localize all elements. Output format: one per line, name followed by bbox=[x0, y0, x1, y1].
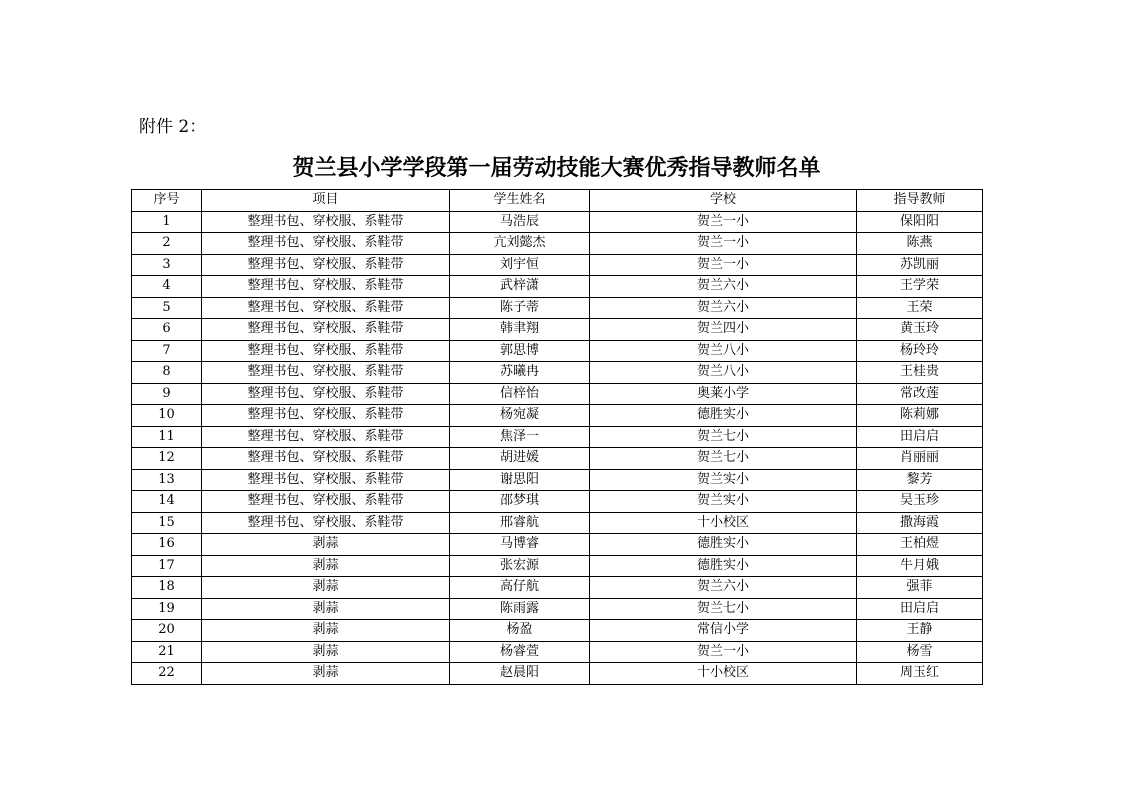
cell-student-name: 杨宛凝 bbox=[450, 405, 590, 427]
cell-project: 剥蒜 bbox=[202, 534, 450, 556]
cell-school: 贺兰一小 bbox=[590, 254, 857, 276]
cell-project: 剥蒜 bbox=[202, 620, 450, 642]
cell-project: 剥蒜 bbox=[202, 663, 450, 685]
table-row bbox=[132, 641, 983, 663]
cell-index: 18 bbox=[132, 577, 202, 599]
cell-index: 21 bbox=[132, 641, 202, 663]
cell-project: 整理书包、穿校服、系鞋带 bbox=[202, 491, 450, 513]
cell-project: 剥蒜 bbox=[202, 577, 450, 599]
cell-student-name: 信梓怡 bbox=[450, 383, 590, 405]
cell-index: 13 bbox=[132, 469, 202, 491]
cell-school: 贺兰七小 bbox=[590, 598, 857, 620]
cell-project: 剥蒜 bbox=[202, 555, 450, 577]
cell-project: 剥蒜 bbox=[202, 598, 450, 620]
cell-student-name: 苏曦冉 bbox=[450, 362, 590, 384]
cell-student-name: 陈子蒂 bbox=[450, 297, 590, 319]
cell-index: 20 bbox=[132, 620, 202, 642]
cell-student-name: 高仔航 bbox=[450, 577, 590, 599]
header-index: 序号 bbox=[132, 190, 202, 212]
cell-project: 整理书包、穿校服、系鞋带 bbox=[202, 211, 450, 233]
cell-index: 7 bbox=[132, 340, 202, 362]
header-project: 项目 bbox=[202, 190, 450, 212]
cell-index: 4 bbox=[132, 276, 202, 298]
cell-school: 奥莱小学 bbox=[590, 383, 857, 405]
cell-index: 17 bbox=[132, 555, 202, 577]
cell-student-name: 马浩辰 bbox=[450, 211, 590, 233]
cell-advisor: 黄玉玲 bbox=[857, 319, 983, 341]
table-row bbox=[132, 319, 983, 341]
cell-school: 贺兰六小 bbox=[590, 297, 857, 319]
table-row bbox=[132, 254, 983, 276]
cell-index: 15 bbox=[132, 512, 202, 534]
cell-project: 整理书包、穿校服、系鞋带 bbox=[202, 319, 450, 341]
cell-school: 贺兰四小 bbox=[590, 319, 857, 341]
cell-student-name: 陈雨露 bbox=[450, 598, 590, 620]
cell-student-name: 赵晨阳 bbox=[450, 663, 590, 685]
table-row bbox=[132, 620, 983, 642]
cell-student-name: 郭思博 bbox=[450, 340, 590, 362]
cell-project: 整理书包、穿校服、系鞋带 bbox=[202, 469, 450, 491]
cell-project: 整理书包、穿校服、系鞋带 bbox=[202, 405, 450, 427]
table-header-row bbox=[132, 190, 983, 212]
cell-index: 5 bbox=[132, 297, 202, 319]
cell-school: 贺兰七小 bbox=[590, 448, 857, 470]
cell-student-name: 武梓潇 bbox=[450, 276, 590, 298]
cell-advisor: 吴玉珍 bbox=[857, 491, 983, 513]
cell-student-name: 焦泽一 bbox=[450, 426, 590, 448]
cell-advisor: 陈燕 bbox=[857, 233, 983, 255]
table-row bbox=[132, 276, 983, 298]
table-row bbox=[132, 211, 983, 233]
cell-student-name: 韩聿翔 bbox=[450, 319, 590, 341]
cell-school: 十小校区 bbox=[590, 663, 857, 685]
table-row bbox=[132, 555, 983, 577]
cell-advisor: 牛月娥 bbox=[857, 555, 983, 577]
cell-advisor: 保阳阳 bbox=[857, 211, 983, 233]
cell-student-name: 亢刘懿杰 bbox=[450, 233, 590, 255]
table-row bbox=[132, 469, 983, 491]
cell-project: 整理书包、穿校服、系鞋带 bbox=[202, 426, 450, 448]
cell-advisor: 黎芳 bbox=[857, 469, 983, 491]
cell-school: 十小校区 bbox=[590, 512, 857, 534]
cell-advisor: 陈莉娜 bbox=[857, 405, 983, 427]
cell-index: 6 bbox=[132, 319, 202, 341]
cell-student-name: 胡进媛 bbox=[450, 448, 590, 470]
cell-project: 剥蒜 bbox=[202, 641, 450, 663]
cell-school: 德胜实小 bbox=[590, 534, 857, 556]
cell-school: 贺兰实小 bbox=[590, 491, 857, 513]
cell-advisor: 杨雪 bbox=[857, 641, 983, 663]
cell-project: 整理书包、穿校服、系鞋带 bbox=[202, 512, 450, 534]
table-row bbox=[132, 405, 983, 427]
cell-school: 贺兰实小 bbox=[590, 469, 857, 491]
cell-index: 12 bbox=[132, 448, 202, 470]
cell-school: 贺兰七小 bbox=[590, 426, 857, 448]
cell-project: 整理书包、穿校服、系鞋带 bbox=[202, 448, 450, 470]
cell-advisor: 田启启 bbox=[857, 598, 983, 620]
table-row bbox=[132, 598, 983, 620]
cell-student-name: 张宏源 bbox=[450, 555, 590, 577]
cell-school: 贺兰六小 bbox=[590, 577, 857, 599]
header-school: 学校 bbox=[590, 190, 857, 212]
cell-student-name: 谢思阳 bbox=[450, 469, 590, 491]
table-row bbox=[132, 663, 983, 685]
table-row bbox=[132, 512, 983, 534]
cell-index: 22 bbox=[132, 663, 202, 685]
cell-advisor: 强菲 bbox=[857, 577, 983, 599]
table-row bbox=[132, 491, 983, 513]
table-row bbox=[132, 383, 983, 405]
cell-school: 贺兰一小 bbox=[590, 641, 857, 663]
cell-index: 2 bbox=[132, 233, 202, 255]
cell-advisor: 王静 bbox=[857, 620, 983, 642]
cell-advisor: 杨玲玲 bbox=[857, 340, 983, 362]
cell-student-name: 马博睿 bbox=[450, 534, 590, 556]
cell-project: 整理书包、穿校服、系鞋带 bbox=[202, 233, 450, 255]
cell-advisor: 周玉红 bbox=[857, 663, 983, 685]
cell-advisor: 田启启 bbox=[857, 426, 983, 448]
cell-index: 3 bbox=[132, 254, 202, 276]
cell-project: 整理书包、穿校服、系鞋带 bbox=[202, 297, 450, 319]
cell-index: 14 bbox=[132, 491, 202, 513]
table-row bbox=[132, 534, 983, 556]
cell-advisor: 王学荣 bbox=[857, 276, 983, 298]
cell-index: 11 bbox=[132, 426, 202, 448]
cell-school: 贺兰一小 bbox=[590, 233, 857, 255]
cell-advisor: 肖丽丽 bbox=[857, 448, 983, 470]
cell-index: 9 bbox=[132, 383, 202, 405]
cell-index: 19 bbox=[132, 598, 202, 620]
table-body bbox=[132, 211, 983, 684]
cell-project: 整理书包、穿校服、系鞋带 bbox=[202, 362, 450, 384]
cell-school: 贺兰八小 bbox=[590, 362, 857, 384]
cell-project: 整理书包、穿校服、系鞋带 bbox=[202, 254, 450, 276]
cell-project: 整理书包、穿校服、系鞋带 bbox=[202, 276, 450, 298]
attachment-label: 附件 2： bbox=[139, 117, 207, 137]
cell-index: 10 bbox=[132, 405, 202, 427]
table-row bbox=[132, 448, 983, 470]
cell-advisor: 王柏煜 bbox=[857, 534, 983, 556]
cell-index: 1 bbox=[132, 211, 202, 233]
cell-student-name: 邢睿航 bbox=[450, 512, 590, 534]
cell-school: 贺兰八小 bbox=[590, 340, 857, 362]
cell-project: 整理书包、穿校服、系鞋带 bbox=[202, 340, 450, 362]
cell-student-name: 刘宇恒 bbox=[450, 254, 590, 276]
header-student-name: 学生姓名 bbox=[450, 190, 590, 212]
table-row bbox=[132, 340, 983, 362]
cell-index: 8 bbox=[132, 362, 202, 384]
cell-advisor: 常改莲 bbox=[857, 383, 983, 405]
teacher-roster-table bbox=[131, 189, 983, 685]
cell-student-name: 杨睿萱 bbox=[450, 641, 590, 663]
table-row bbox=[132, 362, 983, 384]
table-row bbox=[132, 577, 983, 599]
cell-index: 16 bbox=[132, 534, 202, 556]
cell-student-name: 杨盈 bbox=[450, 620, 590, 642]
table-row bbox=[132, 426, 983, 448]
cell-advisor: 王桂贵 bbox=[857, 362, 983, 384]
cell-school: 德胜实小 bbox=[590, 555, 857, 577]
cell-advisor: 撒海霞 bbox=[857, 512, 983, 534]
cell-school: 德胜实小 bbox=[590, 405, 857, 427]
cell-student-name: 邵梦琪 bbox=[450, 491, 590, 513]
table-row bbox=[132, 233, 983, 255]
header-advisor: 指导教师 bbox=[857, 190, 983, 212]
table-row bbox=[132, 297, 983, 319]
cell-school: 贺兰一小 bbox=[590, 211, 857, 233]
cell-school: 常信小学 bbox=[590, 620, 857, 642]
cell-advisor: 王荣 bbox=[857, 297, 983, 319]
cell-project: 整理书包、穿校服、系鞋带 bbox=[202, 383, 450, 405]
cell-advisor: 苏凯丽 bbox=[857, 254, 983, 276]
document-title: 贺兰县小学学段第一届劳动技能大赛优秀指导教师名单 bbox=[292, 155, 821, 181]
cell-school: 贺兰六小 bbox=[590, 276, 857, 298]
